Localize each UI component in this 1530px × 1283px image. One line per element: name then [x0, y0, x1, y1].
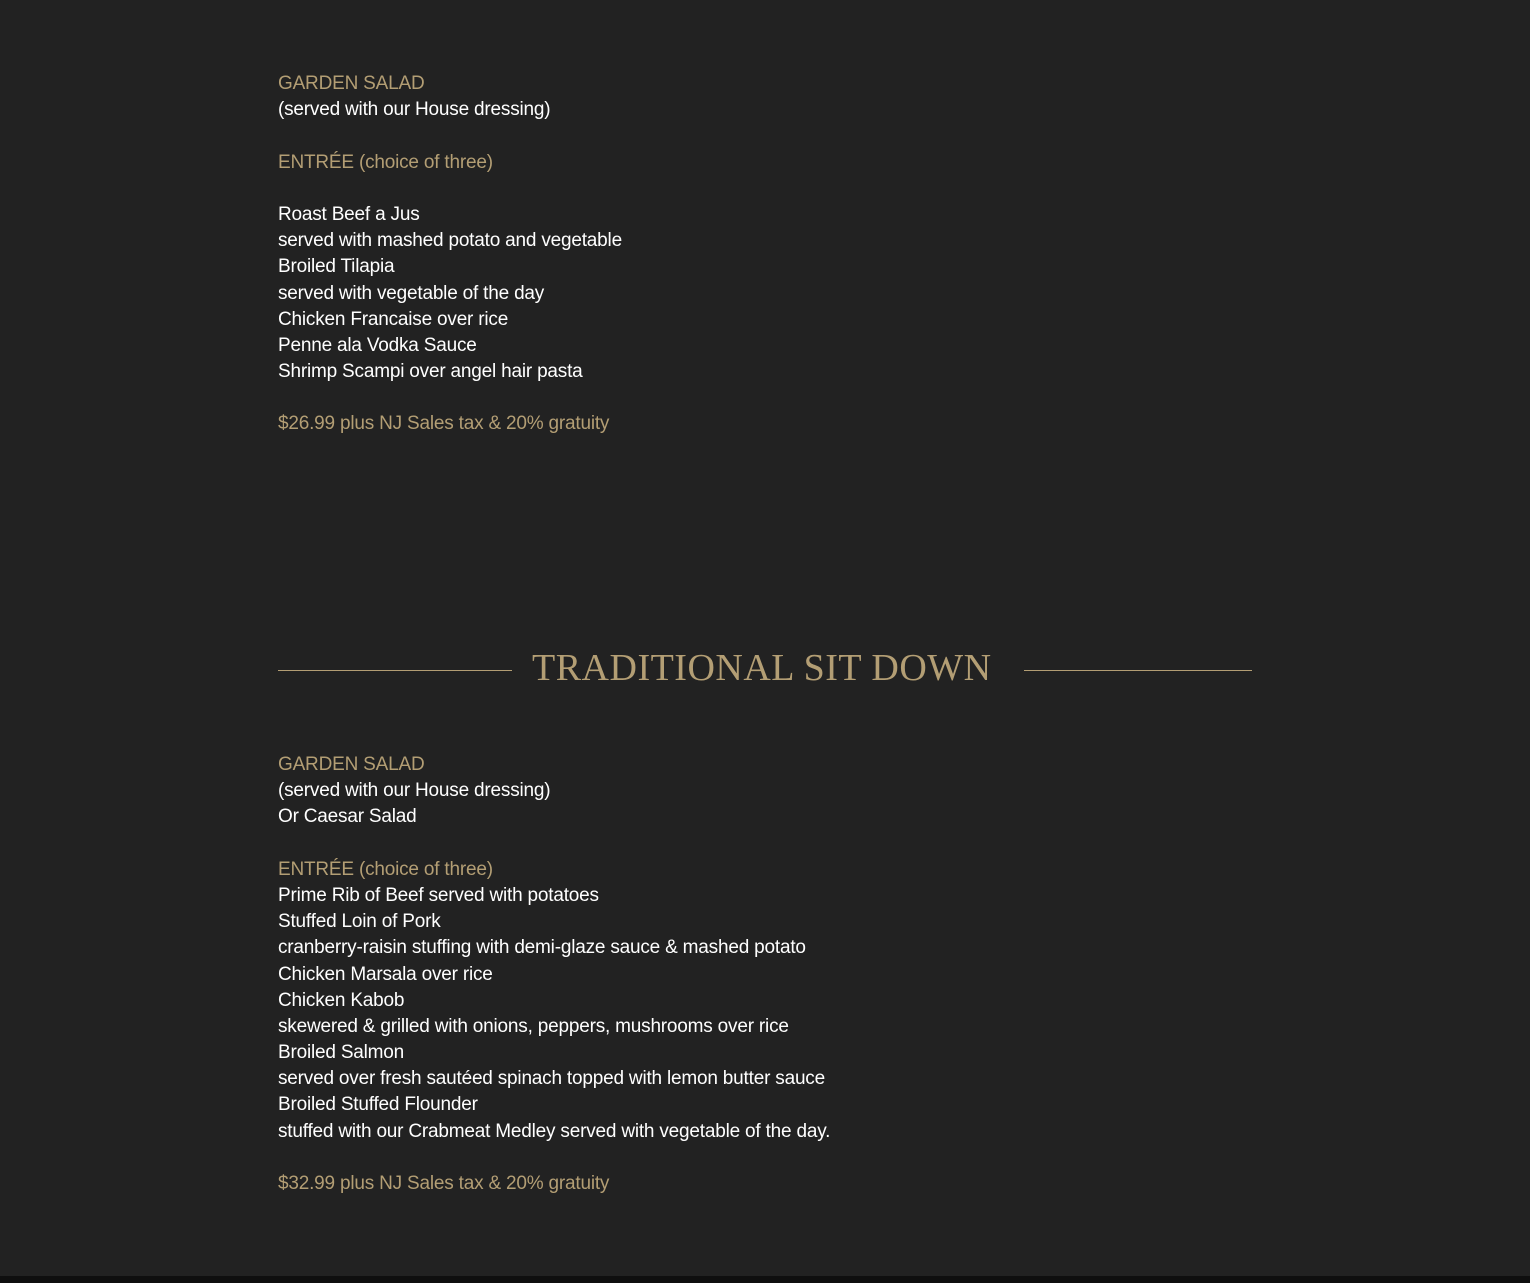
menu-item-description: served with mashed potato and vegetable [278, 230, 622, 252]
spacer [278, 1145, 1258, 1171]
menu-item: Prime Rib of Beef served with potatoes [278, 884, 599, 906]
menu-item-description: cranberry-raisin stuffing with demi-glaze sauce & mashed potato [278, 937, 806, 959]
menu-item: Broiled Stuffed Flounder [278, 1094, 478, 1116]
price-line: $32.99 plus NJ Sales tax & 20% gratuity [278, 1173, 610, 1194]
menu-item: Chicken Francaise over rice [278, 308, 509, 330]
menu-item-description: served over fresh sautéed spinach topped with lemon butter sauce [278, 1068, 825, 1090]
menu-item: Roast Beef a Jus [278, 203, 420, 225]
menu-item-description: served with vegetable of the day [278, 282, 545, 304]
spacer [278, 385, 1258, 411]
sitdown-menu-section [278, 752, 1258, 1197]
salad-alternative: Or Caesar Salad [278, 806, 417, 828]
entree-heading: ENTRÉE (choice of three) [278, 858, 493, 880]
menu-item: Broiled Salmon [278, 1042, 405, 1064]
menu-item: Chicken Kabob [278, 989, 405, 1011]
salad-note: (served with our House dressing) [278, 99, 551, 121]
menu-item: Penne ala Vodka Sauce [278, 334, 477, 356]
spacer [278, 176, 1258, 202]
menu-item-description: stuffed with our Crabmeat Medley served with vegetable of the day. [278, 1120, 831, 1142]
page-bottom-border [0, 1276, 1530, 1283]
menu-item: Chicken Marsala over rice [278, 963, 493, 985]
price-line: $26.99 plus NJ Sales tax & 20% gratuity [278, 413, 610, 435]
salad-heading: GARDEN SALAD [278, 754, 425, 775]
menu-item: Stuffed Loin of Pork [278, 911, 441, 933]
title-divider-right [1024, 670, 1252, 671]
salad-note: (served with our House dressing) [278, 780, 551, 802]
menu-item: Shrimp Scampi over angel hair pasta [278, 361, 583, 383]
title-divider-left [278, 670, 512, 671]
section-title-row [278, 640, 1252, 696]
salad-heading: GARDEN SALAD [278, 73, 425, 94]
spacer [278, 831, 1258, 857]
section-title: TRADITIONAL SIT DOWN [532, 647, 992, 689]
menu-item-description: skewered & grilled with onions, peppers, mushrooms over rice [278, 1015, 789, 1037]
entree-heading: ENTRÉE (choice of three) [278, 151, 493, 173]
menu-item: Broiled Tilapia [278, 256, 395, 278]
buffet-menu-section [278, 71, 1258, 438]
spacer [278, 123, 1258, 149]
